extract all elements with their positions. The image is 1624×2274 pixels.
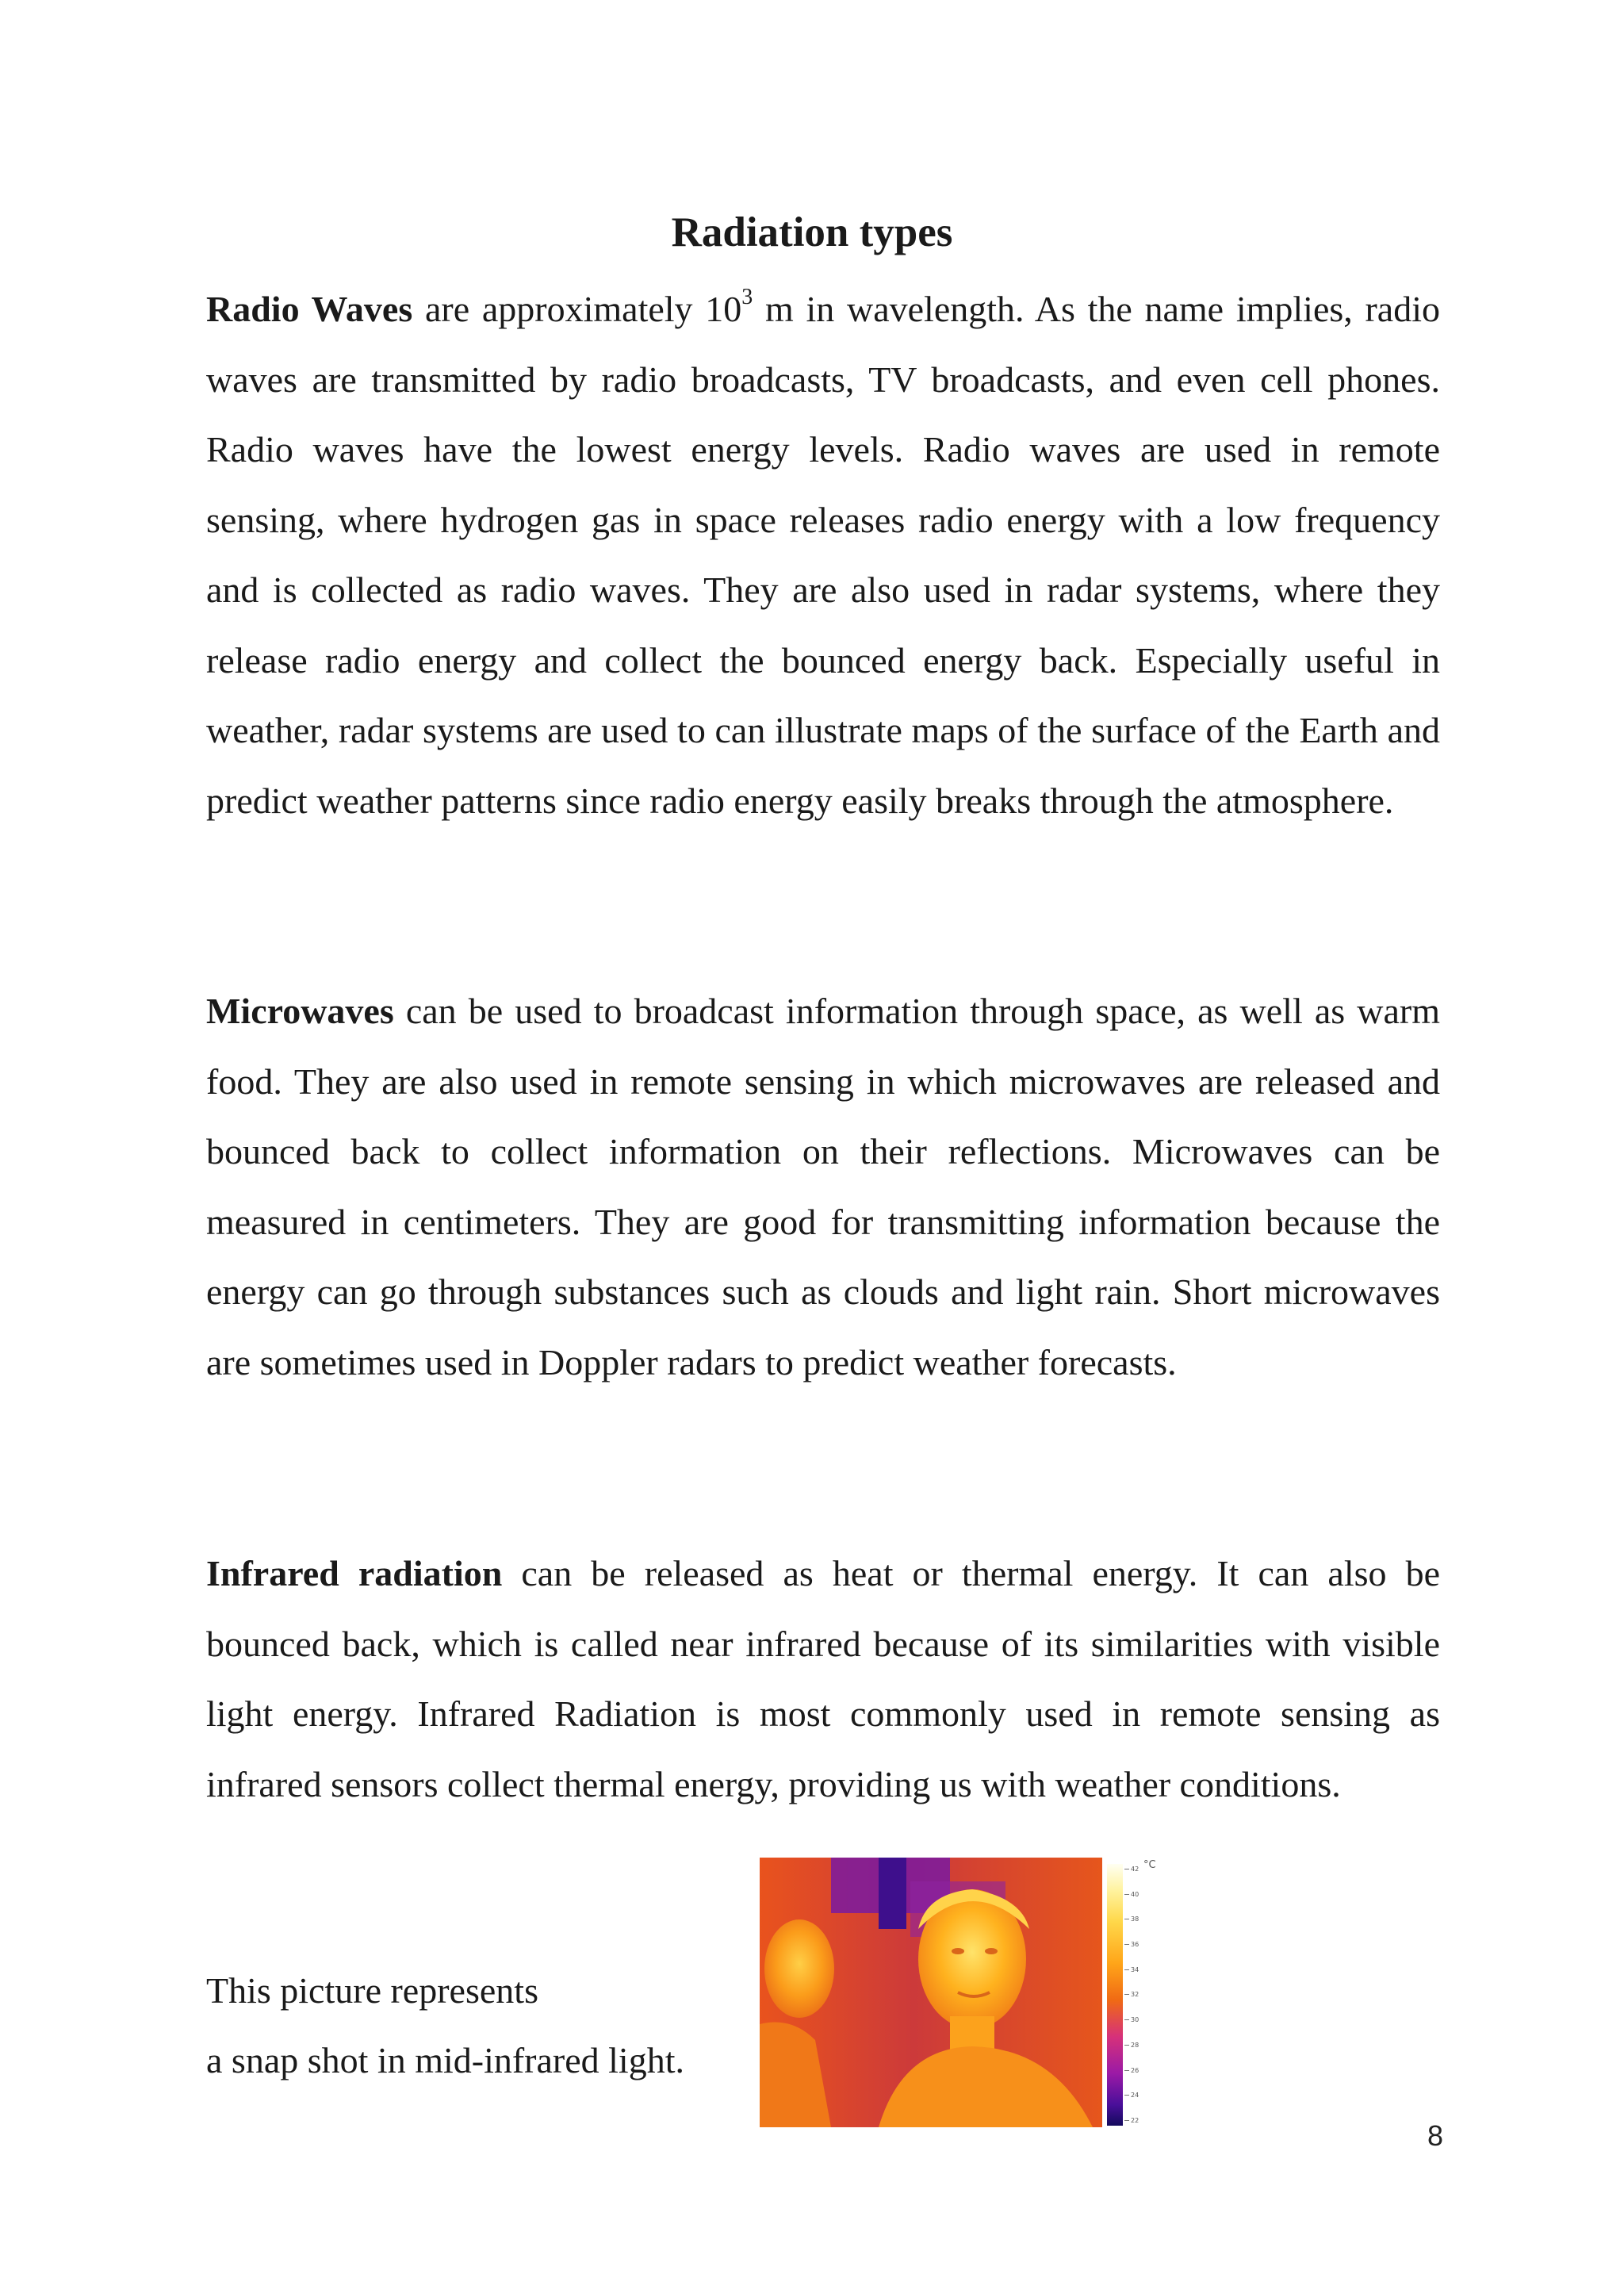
paragraph-microwaves bbox=[206, 976, 1440, 1398]
thermal-image bbox=[760, 1858, 1102, 2127]
scale-tick: 26 bbox=[1124, 2067, 1156, 2074]
paragraph-radio-waves bbox=[206, 274, 1440, 836]
microwaves-text: can be used to broadcast information through space, as well as warm food. They are also used in remote sensing in which microwaves are released and bounced back to collect information on their reflections. Microwaves can be measured in centimeters. They are good for transmitting information because the energy can go through substances such as clouds and light rain. Short microwaves are sometimes used in Doppler radars to predict weather forecasts. bbox=[206, 991, 1440, 1382]
paragraph-infrared bbox=[206, 1539, 1440, 1820]
scale-tick: 22 bbox=[1124, 2117, 1156, 2124]
scale-tick: 34 bbox=[1124, 1966, 1156, 1973]
color-scale-bar bbox=[1107, 1864, 1123, 2126]
scale-tick: 40 bbox=[1124, 1891, 1156, 1898]
scale-tick: 30 bbox=[1124, 2016, 1156, 2023]
scale-tick: 42 bbox=[1124, 1866, 1156, 1873]
caption-line-2: a snap shot in mid-infrared light. bbox=[206, 2040, 684, 2080]
page-number: 8 bbox=[1427, 2119, 1443, 2152]
term-radio-waves: Radio Waves bbox=[206, 289, 413, 329]
scale-tick: 24 bbox=[1124, 2092, 1156, 2099]
infrared-text: can be released as heat or thermal energy. It can also be bounced back, which is called near infrared because of its similarities with visible light energy. Infrared Radiation is most commonly used in remote sensing as infrared sensors collect thermal energy, providing us with weather conditions. bbox=[206, 1553, 1440, 1804]
scale-ticks bbox=[1124, 1866, 1156, 2124]
temperature-scale bbox=[1105, 1854, 1161, 2132]
radio-exponent: 3 bbox=[741, 285, 753, 309]
radio-text: m in wavelength. As the name implies, radio waves are transmitted by radio broadcasts, TV broadcasts, and even cell phones. Radio waves have the lowest energy levels. Radio waves are used in remote sensing, where hydrogen gas in space releases radio energy with a low frequency and is collected as radio waves. They are also used in radar systems, where they release radio energy and collect the bounced energy back. Especially useful in weather, radar systems are used to can illustrate maps of the surface of the Earth and predict weather patterns since radio energy easily breaks through the atmosphere. bbox=[206, 289, 1440, 821]
radio-pre-exponent: are approximately 10 bbox=[412, 289, 742, 329]
term-infrared: Infrared radiation bbox=[206, 1553, 503, 1593]
page-title: Radiation types bbox=[671, 209, 953, 255]
scale-tick: 36 bbox=[1124, 1941, 1156, 1948]
thermal-photo-icon bbox=[760, 1858, 1102, 2127]
scale-tick: 32 bbox=[1124, 1991, 1156, 1998]
caption-line-1: This picture represents bbox=[206, 1970, 538, 2011]
term-microwaves: Microwaves bbox=[206, 991, 394, 1031]
scale-tick: 38 bbox=[1124, 1915, 1156, 1923]
scale-tick: 28 bbox=[1124, 2042, 1156, 2049]
scale-unit-label: °C bbox=[1143, 1859, 1156, 1871]
